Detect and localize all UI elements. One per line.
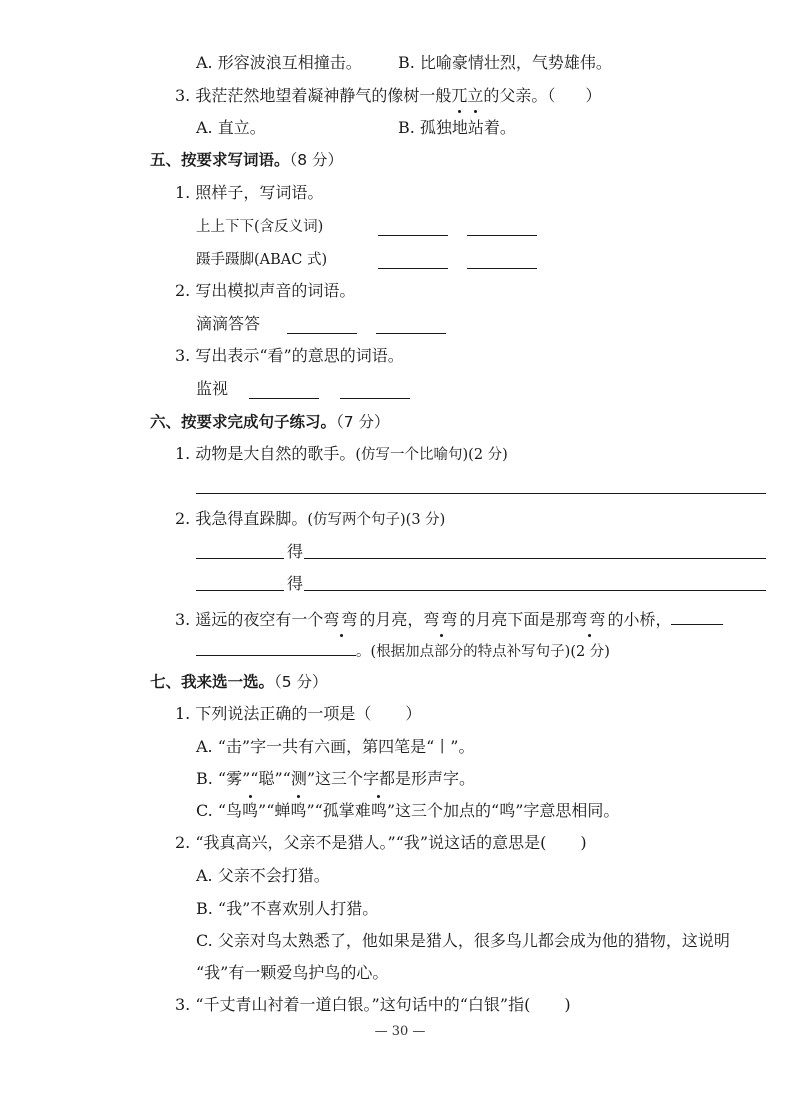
answer-blank[interactable] [287, 316, 357, 334]
section-6-points: （7 分） [336, 413, 390, 431]
sec7-q2-option-a [196, 865, 330, 887]
option-a-text: A. 形容波浪互相撞击。 [196, 53, 362, 72]
sec5-q3-row1-label: 监视 [196, 379, 229, 398]
dotted-word: 弯弯 [423, 610, 460, 629]
sec7-q2-option-c-text2: “我”有一颗爱鸟护鸟的心。 [196, 963, 389, 982]
dotted-char: 兀 [451, 86, 468, 105]
sec5-q3-text: 3. 写出表示“看”的意思的词语。 [175, 346, 404, 365]
de-char [287, 541, 303, 563]
de-text: 得 [287, 574, 304, 593]
sec7-q3 [175, 994, 571, 1016]
sec7-q2-text: 2. “我真高兴，父亲不是猎人。”“我”说这话的意思是( [175, 833, 547, 852]
sec5-q1-row2 [196, 248, 327, 271]
sec5-q1-text: 1. 照样子，写词语。 [175, 183, 324, 202]
de-text: 得 [287, 542, 304, 561]
answer-blank[interactable] [196, 638, 356, 656]
sec7-q1-option-a-text: A. “击”字一共有六画，第四笔是“丨”。 [196, 737, 475, 756]
sec6-q3-text: 的小桥， [607, 610, 672, 629]
sec6-q1-text: 1. 动物是大自然的歌手。 [175, 444, 356, 463]
sec6-q1-note: (仿写一个比喻句)(2 分) [355, 447, 508, 463]
sec6-q3-text: 的月亮， [359, 610, 424, 629]
sec5-q2 [175, 280, 355, 302]
sec6-q3-line2 [196, 638, 610, 663]
sec7-q3-text: 3. “千丈青山衬着一道白银。”这句话中的“白银”指( [175, 995, 531, 1014]
sec5-q1-row1 [196, 215, 323, 238]
paren-close: ） [405, 704, 422, 723]
dotted-word: 弯弯 [571, 610, 608, 629]
sec7-q1-text: 1. 下列说法正确的一项是（ [175, 704, 372, 723]
sec5-q1-row2-label: 蹑手蹑脚(ABAC 式) [196, 252, 328, 268]
option-c-text: C. “鸟 [196, 801, 243, 820]
sec6-q3-text: 的月亮下面是那 [459, 610, 572, 629]
sec5-q2-row1 [196, 313, 260, 335]
sec6-q3-text: 3. 遥远的夜空有一个 [175, 610, 324, 629]
q3-option-a-text: A. 直立。 [196, 118, 266, 137]
answer-line[interactable] [304, 558, 766, 559]
sec6-q3 [175, 607, 723, 631]
sec7-q1-option-a [196, 736, 474, 758]
answer-blank[interactable] [249, 381, 319, 399]
sec7-q1-option-b-text: B. “雾”“聪”“测”这三个字都是形声字。 [196, 769, 476, 788]
sec5-q2-row1-label: 滴滴答答 [196, 314, 261, 333]
sec5-q3 [175, 345, 404, 367]
sec5-q1-row1-label: 上上下下(含反义词) [196, 219, 324, 235]
answer-blank[interactable] [467, 218, 537, 236]
sec6-q3-note: 。(根据加点部分的特点补写句子)(2 分) [356, 644, 610, 660]
sec6-q1 [175, 443, 508, 466]
sec5-q1 [175, 182, 323, 204]
dotted-word: 弯弯 [323, 610, 360, 629]
answer-blank[interactable] [378, 251, 448, 269]
sec6-q2-text: 2. 我急得直跺脚。 [175, 509, 308, 528]
q3-prev-text: 3. 我茫茫然地望着凝神静气的像树一般 [175, 86, 452, 105]
answer-line[interactable] [196, 493, 766, 494]
dotted-char: 立 [467, 86, 484, 105]
paren-close: ) [580, 833, 587, 852]
paren-close: ) [564, 995, 571, 1014]
page-number: — 30 — [374, 1024, 426, 1039]
q3-option-a [196, 117, 266, 139]
sec7-q1-option-b [196, 768, 475, 790]
answer-line[interactable] [196, 590, 284, 591]
sec7-q2-option-a-text: A. 父亲不会打猎。 [196, 866, 330, 885]
section-7-title [150, 671, 328, 693]
section-7-points: （5 分） [274, 673, 328, 691]
answer-blank[interactable] [378, 218, 448, 236]
sec7-q1-option-c [196, 800, 619, 822]
de-char [287, 573, 303, 595]
answer-blank[interactable] [467, 251, 537, 269]
sec7-q2-option-b [196, 898, 378, 920]
sec7-q2-option-c-text: C. 父亲对鸟太熟悉了，他如果是猎人，很多鸟儿都会成为他的猎物，这说明 [196, 931, 730, 950]
dotted-char: 鸣 [370, 801, 387, 820]
answer-blank[interactable] [340, 381, 410, 399]
sec7-q2-option-c [196, 930, 730, 952]
sec5-q2-text: 2. 写出模拟声音的词语。 [175, 281, 356, 300]
answer-line[interactable] [304, 590, 766, 591]
sec7-q1 [175, 703, 421, 725]
answer-blank[interactable] [671, 607, 723, 625]
option-a [196, 52, 362, 74]
section-5-title [150, 149, 343, 171]
sec7-q2-option-c-cont [196, 962, 388, 984]
q3-prev-text-post: 的父亲。（ [483, 86, 556, 105]
option-b [398, 52, 612, 74]
answer-blank[interactable] [376, 316, 446, 334]
option-b-text: B. 比喻豪情壮烈，气势雄伟。 [398, 53, 612, 72]
dotted-char: 鸣 [242, 801, 259, 820]
section-6-heading: 六、按要求完成句子练习。 [150, 413, 337, 431]
sec6-q2-note: (仿写两个句子)(3 分) [307, 512, 446, 528]
q3-option-b [398, 117, 516, 139]
option-c-text: ”“孤掌难 [306, 801, 371, 820]
sec5-q3-row1 [196, 378, 228, 400]
section-7-heading: 七、我来选一选。 [150, 673, 275, 691]
section-5-heading: 五、按要求写词语。 [150, 151, 290, 169]
question-3-prev [175, 85, 601, 107]
q3-option-b-text: B. 孤独地站着。 [398, 118, 516, 137]
sec7-q2 [175, 832, 587, 854]
section-5-points: （8 分） [289, 151, 344, 169]
paren-close: ） [585, 86, 602, 105]
sec6-q2 [175, 508, 445, 531]
dotted-char: 鸣 [290, 801, 307, 820]
sec7-q2-option-b-text: B. “我”不喜欢别人打猎。 [196, 899, 379, 918]
section-6-title [150, 411, 390, 433]
option-c-text: ”“蝉 [258, 801, 291, 820]
option-c-text: ”这三个加点的“鸣”字意思相同。 [386, 801, 620, 820]
answer-line[interactable] [196, 558, 284, 559]
